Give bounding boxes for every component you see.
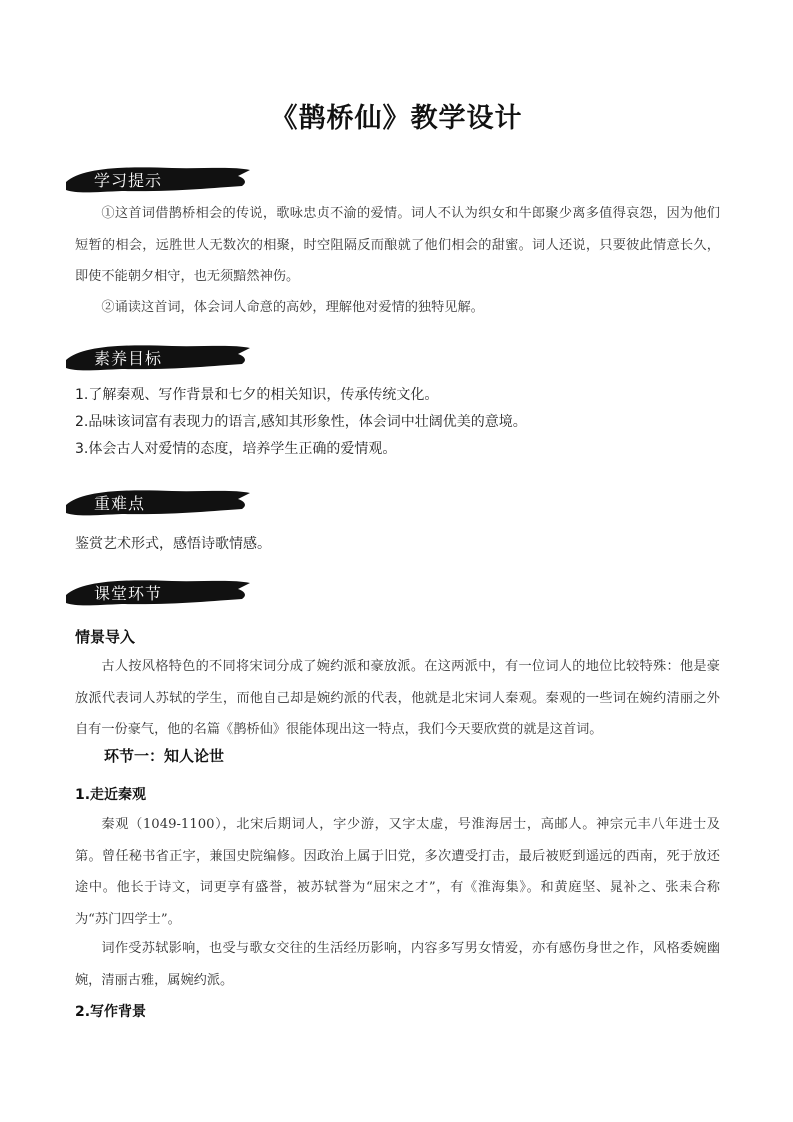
intro-paragraph: 古人按风格特色的不同将宋词分成了婉约派和豪放派。在这两派中，有一位词人的地位比较特殊：他是豪放派代表词人苏轼的学生，而他自己却是婉约派的代表，他就是北宋词人秦观。秦观的一些词在婉约清丽之外自有一份豪气，他的名篇《鹊桥仙》很能体现出这一特点，我们今天要欣赏的就是这首词。 bbox=[75, 659, 720, 737]
section-heading: 学习提示 bbox=[94, 171, 163, 190]
sub1-title: 1.走近秦观 bbox=[75, 787, 147, 803]
brush-stroke-icon bbox=[62, 485, 252, 519]
section-banner-key-points bbox=[62, 485, 252, 519]
key-points-text: 鉴赏艺术形式，感悟诗歌情感。 bbox=[75, 536, 271, 552]
step1-title: 环节一：知人论世 bbox=[104, 747, 225, 765]
sub1-paragraph-2: 词作受苏轼影响，也受与歌女交往的生活经历影响，内容多写男女情爱，亦有感伤身世之作，风格委婉幽婉，清丽古雅，属婉约派。 bbox=[75, 941, 720, 988]
goal-item-3: 3.体会古人对爱情的态度，培养学生正确的爱情观。 bbox=[75, 441, 397, 457]
study-tip-paragraph-2: ②诵读这首词，体会词人命意的高妙，理解他对爱情的独特见解。 bbox=[101, 300, 484, 315]
goal-item-2: 2.品味该词富有表现力的语言,感知其形象性，体会词中壮阔优美的意境。 bbox=[75, 414, 527, 430]
section-banner-literacy-goals bbox=[62, 340, 252, 374]
sub1-paragraph-1: 秦观（1049-1100），北宋后期词人，字少游，又字太虚，号淮海居士，高邮人。神宗元丰八年进士及第。曾任秘书省正字，兼国史院编修。因政治上属于旧党，多次遭受打击，最后被贬到遥远的西南，死于放还途中。他长于诗文，词更享有盛誉，被苏轼誉为“屈宋之才”，有《淮海集》。和黄庭坚、晁补之、张耒合称为“苏门四学士”。 bbox=[75, 817, 720, 927]
section-heading: 素养目标 bbox=[94, 349, 163, 368]
section-banner-study-tips bbox=[62, 162, 252, 196]
section-heading: 课堂环节 bbox=[94, 584, 163, 603]
page-title: 《鹊桥仙》教学设计 bbox=[270, 103, 523, 134]
intro-title: 情景导入 bbox=[75, 628, 136, 646]
study-tip-paragraph-1: ①这首词借鹊桥相会的传说，歌咏忠贞不渝的爱情。词人不认为织女和牛郎聚少离多值得哀怨，因为他们短暂的相会，远胜世人无数次的相聚，时空阻隔反而酿就了他们相会的甜蜜。词人还说，只要彼此情意长久，即使不能朝夕相守，也无须黯然神伤。 bbox=[75, 206, 720, 284]
section-banner-class-steps bbox=[62, 575, 252, 609]
goal-item-1: 1.了解秦观、写作背景和七夕的相关知识，传承传统文化。 bbox=[75, 387, 439, 403]
sub2-title: 2.写作背景 bbox=[75, 1004, 147, 1020]
section-heading: 重难点 bbox=[94, 494, 146, 513]
